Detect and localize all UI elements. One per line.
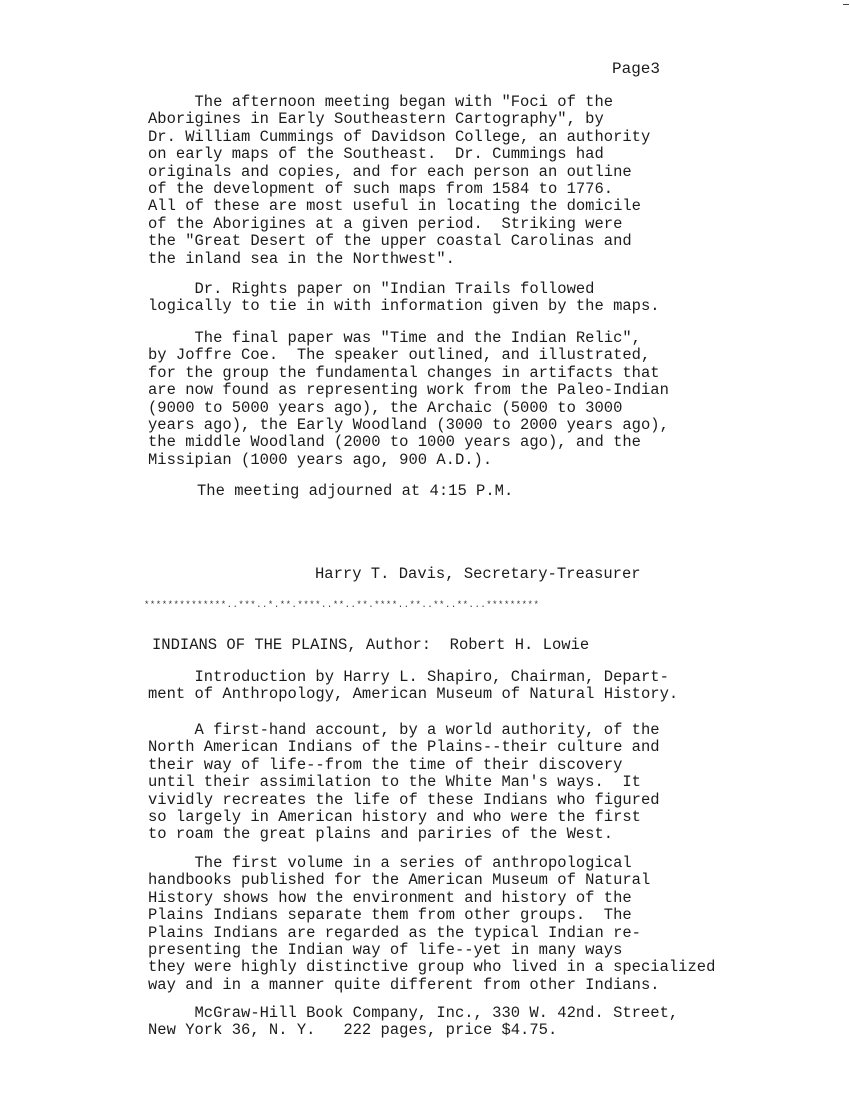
text-line: Dr. Rights paper on "Indian Trails followed [148, 280, 595, 298]
text-line: Aborigines in Early Southeastern Cartography", by [148, 110, 604, 129]
separator-stars: **************..***..*.**.****..**..**.****..**..**..**...********* [144, 600, 540, 610]
paragraph-publisher [148, 1005, 788, 1040]
paragraph-introduction [148, 669, 788, 704]
signature-line: Harry T. Davis, Secretary-Treasurer [315, 565, 641, 583]
text-line: Introduction by Harry L. Shapiro, Chairman, Depart- [148, 668, 669, 686]
text-line: the "Great Desert of the upper coastal Carolinas and [148, 232, 632, 251]
text-line: they were highly distinctive group who lived in a specialized [148, 958, 716, 977]
text-line: History shows how the environment and history of the [148, 888, 632, 907]
text-line: (9000 to 5000 years ago), the Archaic (5000 to 3000 [148, 398, 623, 417]
text-line: of the development of such maps from 1584 to 1776. [148, 179, 614, 198]
text-line: The afternoon meeting began with "Foci of the [148, 93, 614, 111]
text-line: Missipian (1000 years ago, 900 A.D.). [148, 450, 493, 469]
text-line: of the Aborigines at a given period. Striking were [148, 214, 623, 233]
text-line: for the group the fundamental changes in artifacts that [148, 363, 660, 382]
text-line: vividly recreates the life of these Indians who figured [148, 790, 660, 809]
text-line: handbooks published for the American Museum of Natural [148, 871, 651, 890]
text-line: way and in a manner quite different from other Indians. [148, 975, 660, 994]
text-line: A first-hand account, by a world authority, of the [148, 721, 660, 739]
text-line: ment of Anthropology, American Museum of Natural History. [148, 685, 679, 704]
text-line: Dr. William Cummings of Davidson College, an authority [148, 127, 651, 146]
text-line: on early maps of the Southeast. Dr. Cummings had [148, 145, 604, 164]
text-line: originals and copies, and for each person an outline [148, 162, 632, 181]
text-line: All of these are most useful in locating the domicile [148, 197, 641, 216]
text-line: North American Indians of the Plains--their culture and [148, 738, 660, 757]
paragraph-indian-relic [148, 330, 788, 469]
text-line: Plains Indians separate them from other groups. The [148, 906, 632, 925]
paragraph-afternoon-meeting [148, 94, 788, 268]
paragraph-first-volume [148, 855, 788, 994]
text-line: years ago), the Early Woodland (3000 to 2000 years ago), [148, 415, 669, 434]
text-line: by Joffre Coe. The speaker outlined, and illustrated, [148, 346, 651, 365]
text-line: The first volume in a series of anthropological [148, 854, 632, 872]
adjourned-line: The meeting adjourned at 4:15 P.M. [197, 482, 514, 500]
text-line: until their assimilation to the White Man's ways. It [148, 773, 641, 792]
text-line: to roam the great plains and pariries of the West. [148, 825, 614, 844]
page-number: Page3 [612, 60, 661, 78]
text-line: their way of life--from the time of their discovery [148, 755, 623, 774]
corner-mark [843, 4, 849, 11]
paragraph-indian-trails [148, 281, 788, 316]
text-line: New York 36, N. Y. 222 pages, price $4.75. [148, 1021, 558, 1040]
text-line: McGraw-Hill Book Company, Inc., 330 W. 42nd. Street, [148, 1004, 679, 1022]
book-heading: INDIANS OF THE PLAINS, Author: Robert H. Lowie [152, 636, 590, 654]
text-line: so largely in American history and who were the first [148, 807, 641, 826]
text-line: the inland sea in the Northwest". [148, 249, 455, 268]
paragraph-first-hand-account [148, 722, 788, 844]
text-line: Plains Indians are regarded as the typical Indian re- [148, 923, 641, 942]
text-line: logically to tie in with information given by the maps. [148, 297, 660, 316]
text-line: the middle Woodland (2000 to 1000 years ago), and the [148, 433, 641, 452]
text-line: The final paper was "Time and the Indian Relic", [148, 329, 641, 347]
text-line: are now found as representing work from the Paleo-Indian [148, 381, 669, 400]
text-line: presenting the Indian way of life--yet in many ways [148, 940, 623, 959]
